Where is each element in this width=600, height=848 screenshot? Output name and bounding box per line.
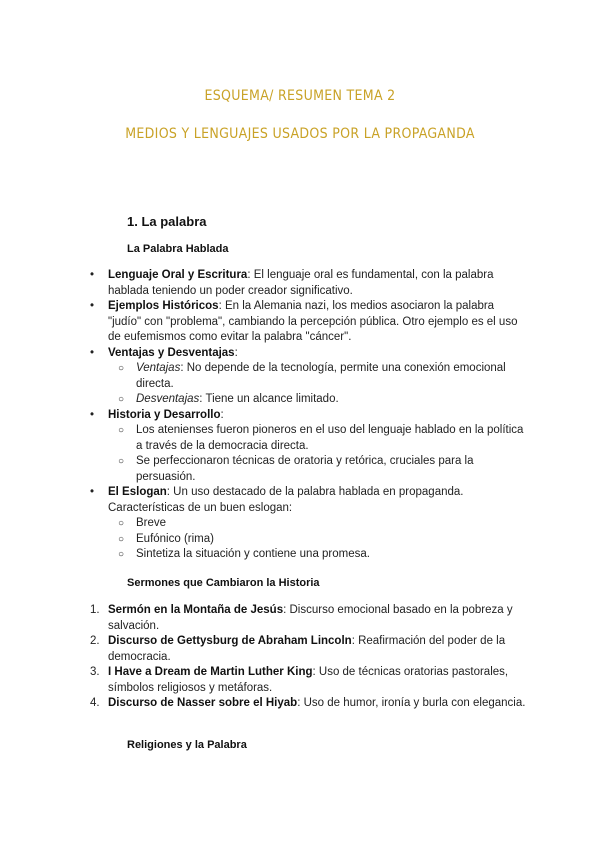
item-label: Discurso de Gettysburg de Abraham Lincoln: [108, 635, 352, 647]
item-text: Breve: [136, 517, 167, 529]
item-label: Ejemplos Históricos: [108, 300, 219, 312]
sub-list-item: [108, 361, 530, 392]
sub-list-item: [108, 532, 530, 548]
sub-list-item: [108, 423, 530, 454]
bullet-icon: •: [90, 269, 95, 281]
circle-bullet-icon: ○: [118, 456, 125, 467]
item-text: Sintetiza la situación y contiene una promesa.: [136, 548, 370, 560]
list-item: [90, 268, 530, 299]
item-text: : Uso de humor, ironía y burla con elegancia.: [297, 697, 526, 709]
item-text: : El lenguaje oral es fundamental, con la palabra hablada teniendo un poder creador significativo.: [108, 269, 494, 297]
numbered-item: [90, 634, 530, 665]
item-text: Se perfeccionaron técnicas de oratoria y retórica, cruciales para la persuasión.: [136, 455, 474, 483]
numbered-list: [90, 603, 530, 712]
document-subtitle: MEDIOS Y LENGUAJES USADOS POR LA PROPAGANDA: [125, 126, 475, 142]
item-text: :: [220, 408, 224, 421]
item-text: :: [234, 346, 238, 359]
numbered-item: [90, 603, 530, 634]
item-label: Ventajas y Desventajas: [108, 346, 235, 359]
item-label: El Eslogan: [108, 486, 167, 498]
item-number: 4.: [90, 697, 100, 709]
subsection-heading-sermones: Sermones que Cambiaron la Historia: [127, 577, 320, 589]
list-item: [90, 485, 530, 563]
circle-bullet-icon: ○: [118, 518, 125, 529]
item-text: : Discurso emocional basado en la pobreza y salvación.: [108, 604, 513, 632]
subsection-heading-palabra-hablada: La Palabra Hablada: [127, 243, 229, 255]
list-item: [90, 346, 530, 408]
item-number: 2.: [90, 635, 100, 647]
item-label: Ventajas: [136, 362, 181, 374]
numbered-item: [90, 665, 530, 696]
item-label: Discurso de Nasser sobre el Hiyab: [108, 697, 298, 709]
bullet-icon: •: [90, 346, 95, 359]
item-text: : Uso de técnicas oratorias pastorales, símbolos religiosos y metáforas.: [108, 666, 509, 694]
sub-list: [108, 423, 530, 485]
item-number: 1.: [90, 604, 100, 616]
bullet-icon: •: [90, 300, 95, 312]
item-text: : No depende de la tecnología, permite una conexión emocional directa.: [136, 362, 506, 390]
sub-list-item: [108, 516, 530, 532]
item-label: Desventajas: [136, 393, 200, 405]
item-label: Lenguaje Oral y Escritura: [108, 269, 248, 281]
document-title: ESQUEMA/ RESUMEN TEMA 2: [204, 88, 396, 104]
sub-list: [108, 361, 530, 408]
item-label: I Have a Dream de Martin Luther King: [108, 666, 313, 678]
item-label: Historia y Desarrollo: [108, 408, 221, 421]
sub-list-item: [108, 547, 530, 563]
bullet-list: [90, 268, 530, 563]
circle-bullet-icon: ○: [118, 425, 125, 436]
numbered-item: [90, 696, 530, 712]
sub-list: [108, 516, 530, 563]
circle-bullet-icon: ○: [118, 533, 125, 545]
item-text: Eufónico (rima): [136, 532, 214, 545]
item-text: Los atenienses fueron pioneros en el uso del lenguaje hablado en la política a través de la democracia directa.: [136, 424, 524, 452]
sub-list-item: [108, 392, 530, 408]
circle-bullet-icon: ○: [118, 549, 125, 560]
item-text: : Tiene un alcance limitado.: [199, 393, 339, 405]
section-heading: 1. La palabra: [127, 214, 207, 229]
item-text: : Reafirmación del poder de la democracia.: [108, 635, 506, 663]
list-item: [90, 299, 530, 346]
item-text: : Un uso destacado de la palabra hablada en propaganda. Características de un buen eslogan:: [108, 486, 464, 514]
item-number: 3.: [90, 666, 100, 678]
list-item: [90, 408, 530, 486]
circle-bullet-icon: ○: [118, 363, 125, 374]
circle-bullet-icon: ○: [118, 394, 125, 405]
sub-list-item: [108, 454, 530, 485]
subsection-heading-religiones: Religiones y la Palabra: [127, 739, 247, 751]
bullet-icon: •: [90, 408, 95, 421]
item-label: Sermón en la Montaña de Jesús: [108, 604, 284, 616]
item-text: : En la Alemania nazi, los medios asociaron la palabra "judío" con "problema", cambiando la percepción pública. Otro ejemplo es el uso de eufemismos como evitar la palabra "cáncer".: [108, 300, 518, 343]
bullet-icon: •: [90, 486, 95, 498]
